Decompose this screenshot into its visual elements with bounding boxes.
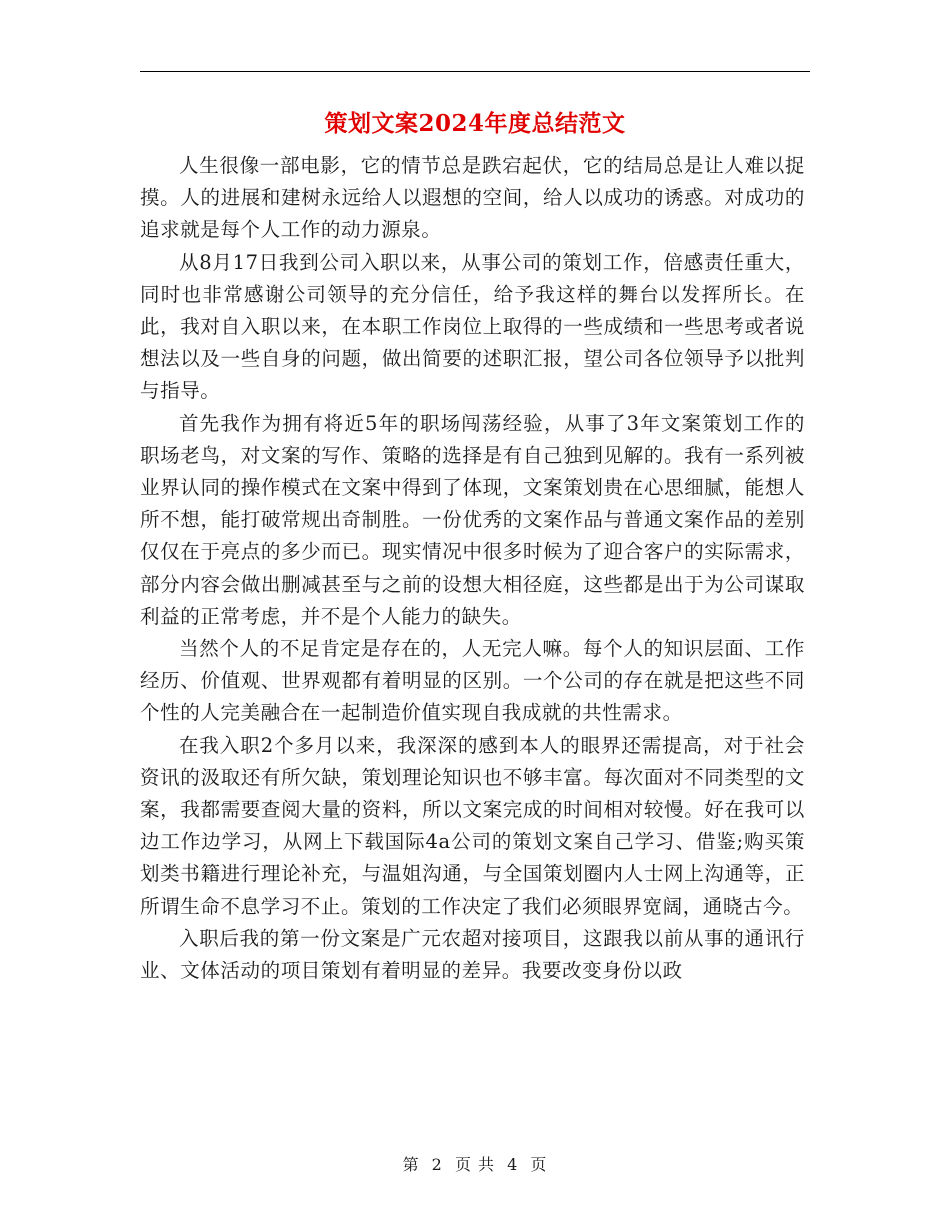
document-body bbox=[140, 150, 805, 987]
page-number-footer bbox=[0, 1152, 950, 1175]
page-label-prefix: 第 bbox=[402, 1155, 420, 1174]
total-pages-number: 4 bbox=[507, 1155, 519, 1174]
page-label-mid: 页 共 bbox=[454, 1155, 496, 1174]
paragraph-1: 人生很像一部电影，它的情节总是跌宕起伏，它的结局总是让人难以捉摸。人的进展和建树永远给人以遐想的空间，给人以成功的诱惑。对成功的追求就是每个人工作的动力源泉。 bbox=[140, 154, 805, 242]
paragraph-5: 在我入职2个多月以来，我深深的感到本人的眼界还需提高，对于社会资讯的汲取还有所欠缺，策划理论知识也不够丰富。每次面对不同类型的文案，我都需要查阅大量的资料，所以文案完成的时间相对较慢。好在我可以边工作边学习，从网上下载国际4a公司的策划文案自己学习、借鉴;购买策划类书籍进行理论补充，与温姐沟通，与全国策划圈内人士网上沟通等，正所谓生命不息学习不止。策划的工作决定了我们必须眼界宽阔，通晓古今。 bbox=[140, 733, 805, 918]
current-page-number: 2 bbox=[431, 1155, 443, 1174]
paragraph-2: 从8月17日我到公司入职以来，从事公司的策划工作，倍感责任重大，同时也非常感谢公司领导的充分信任，给予我这样的舞台以发挥所长。在此，我对自入职以来，在本职工作岗位上取得的一些成绩和一些思考或者说想法以及一些自身的问题，做出简要的述职汇报，望公司各位领导予以批判与指导。 bbox=[140, 250, 805, 403]
header-rule bbox=[140, 71, 810, 72]
paragraph-3: 首先我作为拥有将近5年的职场闯荡经验，从事了3年文案策划工作的职场老鸟，对文案的写作、策略的选择是有自己独到见解的。我有一系列被业界认同的操作模式在文案中得到了体现，文案策划贵在心思细腻，能想人所不想，能打破常规出奇制胜。一份优秀的文案作品与普通文案作品的差别仅仅在于亮点的多少而已。现实情况中很多时候为了迎合客户的实际需求，部分内容会做出删减甚至与之前的设想大相径庭，这些都是出于为公司谋取利益的正常考虑，并不是个人能力的缺失。 bbox=[140, 411, 805, 628]
paragraph-4: 当然个人的不足肯定是存在的，人无完人嘛。每个人的知识层面、工作经历、价值观、世界观都有着明显的区别。一个公司的存在就是把这些不同个性的人完美融合在一起制造价值实现自我成就的共性需求。 bbox=[140, 637, 805, 725]
page-label-suffix: 页 bbox=[530, 1155, 548, 1174]
document-title: 策划文案2024年度总结范文 bbox=[324, 110, 626, 137]
paragraph-6: 入职后我的第一份文案是广元农超对接项目，这跟我以前从事的通讯行业、文体活动的项目策划有着明显的差异。我要改变身份以政 bbox=[140, 926, 805, 983]
